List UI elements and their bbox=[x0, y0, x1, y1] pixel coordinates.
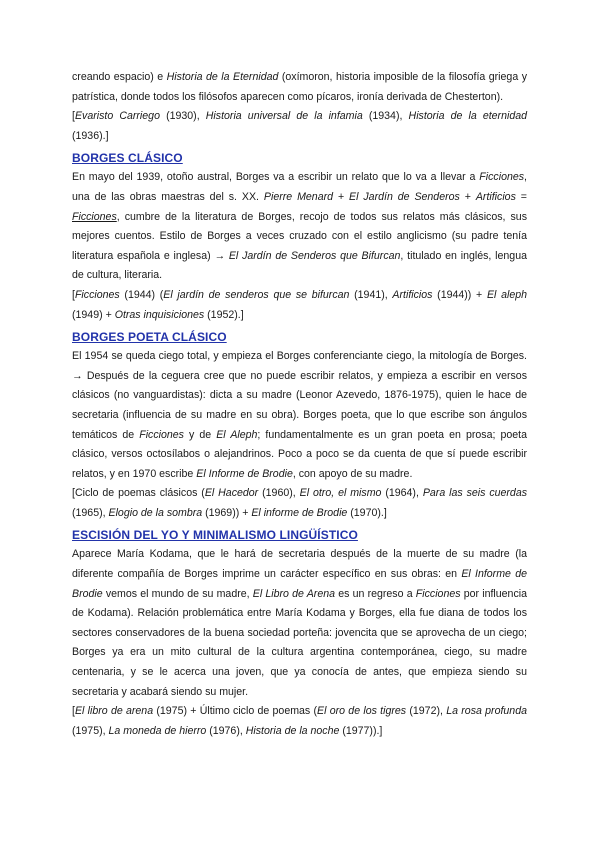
text-run: , una de las obras maestras del s. XX. bbox=[72, 171, 527, 203]
italic-title-text: Historia de la eternidad bbox=[408, 110, 528, 123]
text-run: (1965), bbox=[72, 506, 109, 519]
italic-title-text: Historia de la noche bbox=[245, 724, 340, 737]
italic-title-text: El Informe de Brodie bbox=[196, 467, 293, 480]
text-run: (1930), bbox=[159, 110, 206, 123]
text-run: (1969)) + bbox=[202, 506, 252, 519]
text-run: Aparece María Kodama, que le hará de secretaria después de la muerte de su madre (la diferente compañía de Borges imprime un carácter específico en sus obras: en bbox=[72, 548, 527, 581]
italic-title-text: Otras inquisiciones bbox=[114, 308, 205, 321]
intro-paragraph bbox=[72, 68, 527, 107]
text-run: (1975) + Último ciclo de poemas ( bbox=[153, 705, 318, 718]
text-run: [ bbox=[72, 288, 75, 301]
italic-title-text: Historia de la Eternidad bbox=[166, 71, 279, 83]
text-run: , con apoyo de su madre. bbox=[292, 467, 413, 480]
section-paragraph-borges-poeta bbox=[72, 347, 527, 484]
italic-title-text: El Informe de Brodie bbox=[72, 568, 527, 600]
text-run: [Ciclo de poemas clásicos ( bbox=[72, 487, 205, 500]
italic-title-text: Historia universal de la infamia bbox=[205, 110, 363, 123]
document-page bbox=[72, 68, 527, 741]
text-run: , titulado en inglés, lengua de cultura, literaria. bbox=[72, 249, 527, 282]
italic-title-text: El oro de los tigres bbox=[317, 705, 407, 718]
text-run: (1944)) + bbox=[432, 288, 487, 301]
text-run: (1944) ( bbox=[119, 288, 164, 301]
italic-title-text: Ficciones bbox=[72, 210, 117, 223]
italic-title-text: El aleph bbox=[486, 288, 527, 301]
section-heading-escision: ESCISIÓN DEL YO Y MINIMALISMO LINGÜÍSTICO bbox=[72, 528, 358, 543]
italic-title-text: Ficciones bbox=[139, 428, 184, 441]
italic-title-text: El Hacedor bbox=[204, 487, 259, 500]
italic-title-text: La moneda de hierro bbox=[108, 724, 207, 737]
text-run: + bbox=[459, 190, 476, 203]
italic-title-text: Ficciones bbox=[415, 587, 461, 600]
text-run: y de bbox=[183, 428, 217, 441]
italic-title-text: Elogio de la sombra bbox=[108, 506, 203, 519]
text-run: (1949) + bbox=[72, 308, 115, 321]
text-run: (1952).] bbox=[204, 308, 244, 321]
intro-bibliography bbox=[72, 107, 527, 146]
italic-title-text: La rosa profunda bbox=[446, 705, 527, 718]
italic-title-text: Evaristo Carriego bbox=[74, 110, 160, 123]
text-run: (1970).] bbox=[347, 506, 387, 519]
section-paragraph-borges-clasico bbox=[72, 168, 527, 286]
italic-title-text: Para las seis cuerdas bbox=[422, 487, 528, 500]
text-run: En mayo del 1939, otoño austral, Borges va a escribir un relato que lo va a llevar a bbox=[72, 171, 480, 184]
section-bibliography-borges-clasico bbox=[72, 286, 527, 325]
italic-title-text: El Libro de Arena bbox=[252, 587, 336, 600]
text-run: (1960), bbox=[258, 487, 300, 500]
section-bibliography-escision bbox=[72, 702, 527, 741]
italic-title-text: El libro de arena bbox=[74, 705, 154, 718]
text-run: = bbox=[515, 190, 527, 203]
italic-title-text: Ficciones bbox=[74, 288, 120, 301]
italic-title-text: Artificios bbox=[392, 288, 433, 301]
text-run: ; fundamentalmente es un gran poeta en prosa; poeta clásico, versos octosílabos o alejandrinos. Poco a poco se da cuenta de que sí puede escribir relatos, y en 1970 escribe bbox=[72, 428, 527, 480]
section-heading-borges-poeta: BORGES POETA CLÁSICO bbox=[72, 330, 227, 345]
text-run: (1964), bbox=[381, 487, 423, 500]
text-run: + bbox=[333, 190, 350, 203]
italic-title-text: El informe de Brodie bbox=[251, 506, 348, 519]
text-run: (1975), bbox=[72, 724, 109, 737]
italic-title-text: El jardín de senderos que se bifurcan bbox=[163, 288, 350, 301]
text-run: es un regreso a bbox=[335, 587, 416, 600]
section-paragraph-escision bbox=[72, 545, 527, 702]
italic-title-text: El Jardín de Senderos bbox=[349, 190, 460, 203]
text-run: vemos el mundo de su madre, bbox=[102, 587, 253, 600]
section-bibliography-borges-poeta bbox=[72, 484, 527, 523]
text-run: , cumbre de la literatura de Borges, recojo de todos sus relatos más clásicos, sus mejores cuentos. Estilo de Borges a veces cruzado con el estilo anglicismo (su padre tenía literatura española e inglesa) → bbox=[72, 210, 527, 262]
text-run: creando espacio) e bbox=[72, 71, 167, 83]
text-run: (1941), bbox=[349, 288, 393, 301]
text-run: [ bbox=[72, 110, 75, 123]
text-run: (1936).] bbox=[72, 129, 109, 142]
text-run: (1976), bbox=[206, 724, 246, 737]
italic-title-text: El Jardín de Senderos que Bifurcan bbox=[228, 249, 401, 262]
text-run: (1972), bbox=[406, 705, 447, 718]
text-run: (1977)).] bbox=[339, 724, 383, 737]
section-heading-borges-clasico: BORGES CLÁSICO bbox=[72, 151, 183, 166]
text-run: (1934), bbox=[362, 110, 409, 123]
text-run: (oxímoron, historia imposible de la filosofía griega y patrística, donde todos los filósofos aparecen como pícaros, ironía derivada de Chesterton). bbox=[72, 71, 527, 103]
text-run: [ bbox=[72, 705, 75, 718]
text-run: por influencia de Kodama). Relación problemática entre María Kodama y Borges, ella fue diana de todos los sectores conservadores de la buena sociedad porteña: jovencita que se aprovecha de un ciego; Borges ya era un mito cultural de la cultura argentina contemporánea, ciego, su madre centenaria, y se le acerca una joven, que ya conocía de antes, que empieza siendo su secretaria y acabará siendo su mujer. bbox=[72, 587, 527, 698]
italic-title-text: El Aleph bbox=[216, 428, 258, 441]
italic-title-text: Artificios bbox=[475, 190, 516, 203]
italic-title-text: Pierre Menard bbox=[263, 190, 334, 203]
italic-title-text: El otro, el mismo bbox=[299, 487, 382, 500]
italic-title-text: Ficciones bbox=[479, 171, 525, 184]
text-run: El 1954 se queda ciego total, y empieza el Borges conferenciante ciego, la mitología de Borges. → Después de la ceguera cree que no puede escribir relatos, y empieza a escribir en versos clásicos (no vanguardistas): dicta a su madre (Leonor Azevedo, 1876-1975), quien le hace de secretaria (influencia de su madre en su obra). Borges poeta, que lo que escribe son ángulos temáticos de bbox=[72, 350, 527, 441]
